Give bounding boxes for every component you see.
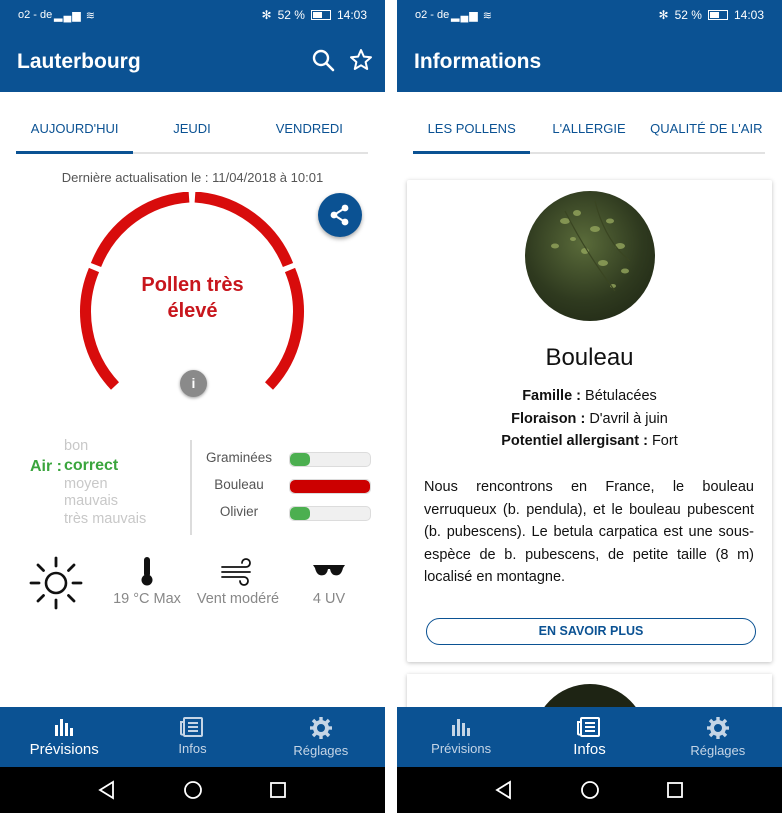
section-divider	[190, 440, 192, 535]
signal-icon: ▂▄▆ ≋	[54, 10, 96, 22]
bar-chart-icon	[53, 717, 75, 737]
nav-reglages-label: Réglages	[293, 743, 349, 758]
gear-icon	[310, 717, 332, 739]
carrier-label: o2 - de	[415, 9, 450, 21]
sun-icon	[28, 555, 84, 611]
fact-potentiel-value: Fort	[651, 433, 678, 449]
app-bar	[0, 32, 385, 92]
fact-famille-value: Bétulacées	[585, 388, 657, 404]
sunglasses-icon	[312, 555, 346, 587]
gauge-segment-1	[86, 270, 115, 386]
nav-previsions-label: Prévisions	[29, 741, 99, 758]
tab-aujourdhui[interactable]: AUJOURD'HUI	[16, 100, 133, 152]
back-icon	[100, 782, 113, 798]
battery-percent: 52 %	[674, 8, 702, 22]
pollen-bar-track	[289, 452, 371, 467]
system-nav-bar	[0, 767, 385, 813]
weather-wind	[192, 555, 284, 607]
nav-infos[interactable]	[128, 707, 256, 767]
search-icon[interactable]	[311, 48, 335, 72]
nav-reglages-label: Réglages	[690, 743, 746, 758]
fact-floraison-label: Floraison :	[511, 410, 586, 427]
status-right	[659, 8, 764, 22]
pollen-name: Olivier	[219, 504, 259, 519]
signal-icon: ▂▄▆ ≋	[451, 10, 493, 22]
bar-chart-icon	[450, 717, 472, 737]
pollen-bar-fill	[290, 507, 310, 520]
app-bar-actions	[311, 48, 373, 72]
recents-icon	[271, 783, 285, 797]
tab-allergie[interactable]: L'ALLERGIE	[552, 121, 626, 136]
nav-previsions[interactable]	[397, 707, 525, 767]
gear-icon	[707, 717, 729, 739]
forecast-screen	[0, 0, 385, 813]
status-right	[262, 8, 367, 22]
day-tabs	[16, 100, 368, 154]
system-nav-bar	[397, 767, 782, 813]
nav-reglages[interactable]	[654, 707, 782, 767]
weather-uv	[306, 555, 352, 607]
screen-separator	[385, 0, 397, 813]
pollen-name: Bouleau	[214, 477, 264, 492]
vibrate-icon: ✻	[261, 8, 272, 22]
air-level-correct: correct	[64, 456, 119, 474]
pollen-name-title: Bouleau	[545, 344, 634, 371]
vibrate-icon: ✻	[658, 8, 669, 22]
air-label: Air :	[30, 458, 62, 475]
bottom-nav	[397, 707, 782, 767]
gauge-segment-3	[195, 197, 288, 265]
pollen-level-text	[115, 272, 270, 324]
share-icon	[318, 193, 362, 237]
pollen-row-bouleau	[200, 475, 375, 495]
nav-infos-label: Infos	[178, 741, 207, 756]
battery-icon	[311, 10, 331, 20]
temperature-label: 19 °C Max	[113, 591, 181, 607]
info-button[interactable]: i	[180, 370, 207, 397]
pollen-name: Graminées	[205, 450, 273, 465]
newspaper-icon	[180, 717, 204, 737]
pollen-row-graminees	[200, 448, 375, 468]
pollen-card	[407, 180, 772, 662]
tab-qualite-air[interactable]: QUALITÉ DE L'AIR	[650, 121, 763, 136]
recents-icon	[668, 783, 682, 797]
gauge-segment-4	[269, 270, 298, 386]
weather-temperature	[106, 555, 188, 607]
newspaper-icon	[577, 717, 601, 737]
nav-infos-label: Infos	[573, 741, 606, 758]
pollen-level-line2: élevé	[167, 300, 218, 322]
tab-jeudi[interactable]: JEUDI	[173, 121, 211, 136]
fact-potentiel	[407, 430, 772, 453]
pollen-row-olivier	[200, 502, 375, 522]
pollen-facts	[407, 385, 772, 453]
air-level-bon: bon	[64, 438, 89, 454]
nav-previsions[interactable]	[0, 707, 128, 767]
pollen-bar-track	[289, 479, 371, 494]
info-screen	[397, 0, 782, 813]
info-tabs	[413, 100, 765, 154]
learn-more-button[interactable]: EN SAVOIR PLUS	[426, 618, 756, 645]
uv-label: 4 UV	[312, 591, 346, 607]
birch-photo	[525, 191, 655, 321]
wind-label: Vent modéré	[196, 591, 280, 607]
air-quality-scale	[64, 438, 146, 528]
bottom-nav	[0, 707, 385, 767]
last-update: Dernière actualisation le : 11/04/2018 à 10:01	[61, 170, 324, 185]
tab-les-pollens[interactable]: LES POLLENS	[413, 100, 530, 152]
battery-icon	[708, 10, 728, 20]
nav-previsions-label: Prévisions	[431, 741, 492, 756]
tab-vendredi[interactable]: VENDREDI	[275, 121, 343, 136]
fact-floraison-value: D'avril à juin	[589, 410, 668, 427]
home-icon	[582, 782, 598, 798]
status-bar	[397, 0, 782, 32]
fact-potentiel-label: Potentiel allergisant :	[501, 433, 648, 449]
thermometer-icon	[137, 555, 157, 587]
home-icon	[185, 782, 201, 798]
fact-floraison	[407, 408, 772, 431]
carrier-label: o2 - de	[18, 9, 53, 21]
fact-famille	[407, 385, 772, 408]
pollen-bar-fill	[290, 453, 310, 466]
air-level-tres-mauvais: très mauvais	[64, 510, 147, 527]
status-bar	[0, 0, 385, 32]
pollen-description: Nous rencontrons en France, le bouleau verruqueux (b. pendula), et le bouleau pubescent (b. pubescens). Le betula carpatica est une sous-espèce de b. pubescens, de petite taille (8 m) localisé en montagne.	[424, 479, 754, 585]
weather-sun	[28, 555, 84, 611]
clock: 14:03	[336, 8, 367, 22]
gauge-segment-2	[96, 197, 189, 265]
air-level-moyen: moyen	[64, 475, 108, 492]
pollen-bar-track	[289, 506, 371, 521]
nav-reglages[interactable]	[257, 707, 385, 767]
battery-percent: 52 %	[277, 8, 305, 22]
pollen-bar-fill	[290, 480, 370, 493]
clock: 14:03	[733, 8, 764, 22]
nav-infos[interactable]	[525, 707, 653, 767]
star-icon[interactable]	[349, 48, 373, 72]
page-title: Lauterbourg	[17, 50, 141, 73]
back-icon	[497, 782, 510, 798]
wind-icon	[220, 555, 256, 587]
share-button[interactable]	[318, 193, 362, 237]
fact-famille-label: Famille :	[522, 388, 582, 404]
air-level-mauvais: mauvais	[64, 493, 118, 509]
pollen-level-line1: Pollen très	[141, 274, 244, 296]
page-title: Informations	[414, 50, 542, 73]
app-bar	[397, 32, 782, 92]
